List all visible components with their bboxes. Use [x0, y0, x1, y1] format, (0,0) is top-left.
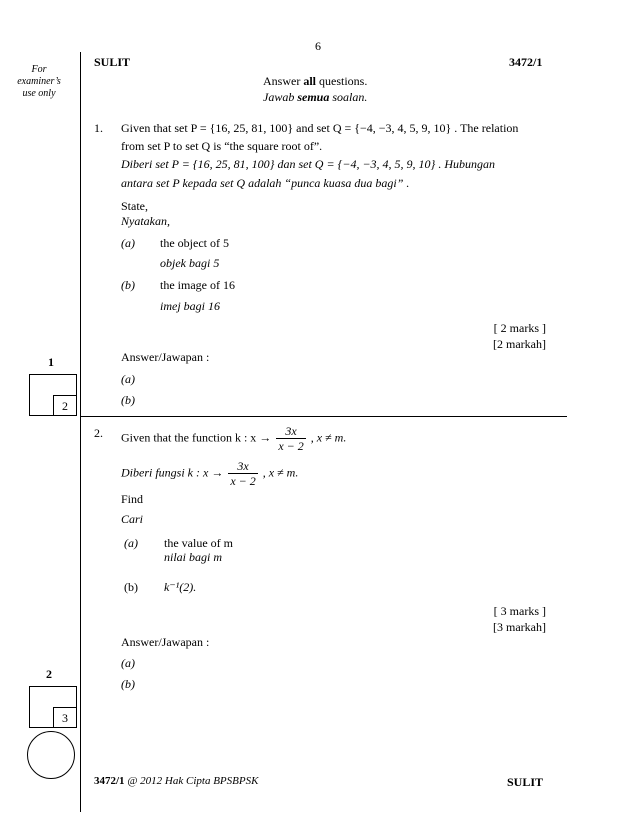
- q2-answer-label: Answer/Jawapan :: [121, 635, 210, 649]
- margin-divider: [80, 52, 81, 812]
- q2-line1-suffix: , x ≠ m.: [310, 430, 347, 445]
- q1-marks-english: [ 2 marks ]: [493, 321, 546, 335]
- instruction-malay: [263, 90, 367, 105]
- instruction-malay-bold: semua: [297, 90, 330, 104]
- instruction-malay-prefix: Jawab: [263, 90, 298, 104]
- examiner-note-line2: examiner’s: [17, 76, 61, 87]
- q2-marks-english: [ 3 marks ]: [493, 604, 546, 618]
- q1-text-line1: Given that set P = {16, 25, 81, 100} and set Q = {−4, −3, 4, 5, 9, 10} . The relation: [121, 121, 519, 135]
- q1-marks-malay: [2 markah]: [493, 337, 546, 351]
- q2-part-a-malay: nilai bagi m: [164, 550, 223, 564]
- q2-line2-prefix: Diberi fungsi k : x →: [121, 465, 224, 480]
- q1-part-b-label: (b): [121, 278, 135, 292]
- q2-malay-line1: [121, 459, 298, 488]
- q2-line1-prefix: Given that the function k : x →: [121, 430, 272, 445]
- examiner-note: [0, 64, 78, 100]
- q2-part-b-label: (b): [124, 580, 138, 594]
- q1-part-a-label: (a): [121, 236, 135, 250]
- instruction-english-suffix: questions.: [316, 74, 368, 88]
- q1-marks-box: [53, 395, 77, 416]
- q1-state: State,: [121, 199, 148, 213]
- q2-line2-suffix: , x ≠ m.: [262, 465, 299, 480]
- footer-code: 3472/1: [94, 775, 125, 787]
- q2-fraction-1-den: x − 2: [278, 439, 304, 453]
- footer-copyright: [94, 775, 258, 787]
- instruction-english-bold: all: [303, 74, 316, 88]
- page-number: 6: [315, 39, 321, 53]
- header-paper-code: 3472/1: [509, 55, 543, 69]
- question-divider: [80, 416, 567, 417]
- instruction-english: [263, 74, 367, 89]
- q1-answer-a: (a): [121, 372, 135, 386]
- q2-fraction-1-num: 3x: [276, 424, 305, 439]
- q1-part-b-text: the image of 16: [160, 278, 235, 292]
- q1-part-a-malay: objek bagi 5: [160, 256, 220, 270]
- q2-number: 2.: [94, 426, 103, 440]
- examiner-note-line1: For: [31, 64, 47, 75]
- q2-fraction-1: [276, 424, 305, 453]
- q1-malay-line1: Diberi set P = {16, 25, 81, 100} dan set Q = {−4, −3, 4, 5, 9, 10} . Hubungan: [121, 157, 496, 171]
- q2-fraction-2-den: x − 2: [230, 474, 256, 488]
- header-sulit: SULIT: [94, 55, 131, 69]
- q1-side-marks: 2: [62, 399, 68, 413]
- q2-answer-b: (b): [121, 677, 135, 691]
- q2-marks-malay: [3 markah]: [493, 620, 546, 634]
- q2-fraction-2: [228, 459, 257, 488]
- q1-part-b-malay: imej bagi 16: [160, 299, 220, 313]
- q2-find: Find: [121, 492, 144, 506]
- q2-answer-a: (a): [121, 656, 135, 670]
- q1-answer-label: Answer/Jawapan :: [121, 350, 210, 364]
- q2-text-line1: [121, 424, 346, 453]
- q1-malay-line2: antara set P kepada set Q adalah “punca kuasa dua bagi” .: [121, 176, 410, 190]
- instruction-english-prefix: Answer: [263, 74, 304, 88]
- instruction-malay-suffix: soalan.: [329, 90, 368, 104]
- q1-text-line2: from set P to set Q is “the square root of”.: [121, 139, 323, 153]
- q2-part-a-label: (a): [124, 536, 138, 550]
- q2-side-marks: 3: [62, 711, 68, 725]
- footer-copyright-text: @ 2012 Hak Cipta BPSBPSK: [124, 775, 259, 787]
- footer-sulit: SULIT: [507, 775, 544, 789]
- q2-cari: Cari: [121, 512, 144, 526]
- q1-number: 1.: [94, 121, 103, 135]
- q1-part-a-text: the object of 5: [160, 236, 229, 250]
- q1-nyatakan: Nyatakan,: [121, 214, 170, 228]
- q2-side-number: 2: [46, 667, 52, 681]
- q2-part-a-text: the value of m: [164, 536, 233, 550]
- q2-fraction-2-num: 3x: [228, 459, 257, 474]
- examiner-note-line3: use only: [22, 88, 56, 99]
- q1-answer-b: (b): [121, 393, 135, 407]
- q1-side-number: 1: [48, 355, 54, 369]
- examiner-circle: [27, 731, 75, 779]
- q2-part-b-text: k⁻¹(2).: [164, 580, 197, 594]
- q2-marks-box: [53, 707, 77, 728]
